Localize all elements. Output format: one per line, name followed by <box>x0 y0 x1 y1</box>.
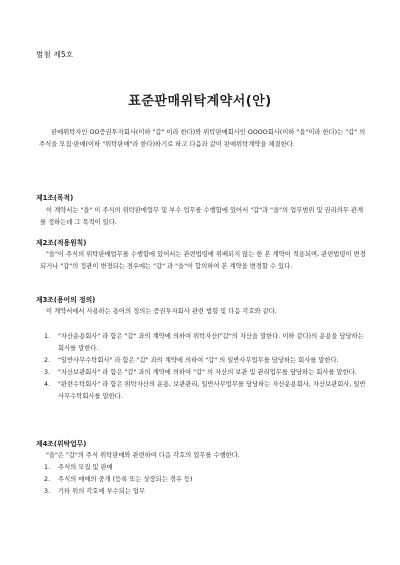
article-2-body: "을"이 주식의 위탁판매업무를 수행함에 있어서는 관련법령에 위배되지 않는 한 본 계약이 적용되며, 관련법령이 변경되거나 "갑"의 정관이 변경되는 경우에는 "갑" 과 "을"이 합의하여 본 계약을 변경할 수 있다. <box>40 251 366 270</box>
item-text: 주식의 매매의 중개 (등록 또는 상장되는 경우 등) <box>58 476 193 483</box>
annex-label: 별첨 제5호 <box>36 50 74 59</box>
item-text: 기타 위의 각호에 부수되는 업무 <box>58 488 146 495</box>
article-3-items <box>40 331 370 403</box>
item-number: 2. <box>44 357 51 364</box>
article-4-body: "을"은 "갑"의 주식 위탁판매와 관련하여 다음 각호의 업무를 수행한다. <box>46 452 240 459</box>
definition-item <box>40 331 370 355</box>
document-title: 표준판매위탁계약서(안) <box>128 94 272 109</box>
article-3-title: 제3조(용어의 정의) <box>36 296 96 304</box>
article-4-title: 제4조(위탁업무) <box>36 440 87 448</box>
article-1-body: 이 계약서는 "을" 이 주식의 위탁판매업무 및 부수 업무를 수행함에 있어서 "갑"과 "을"의 업무범위 및 권리의무 관계를 정하는데 그 목적이 있다. <box>40 207 364 226</box>
item-text: 주식의 모집 및 판매 <box>58 464 113 471</box>
article-3-body: 이 계약서에서 사용하는 용어의 정의는 증권투자회사 관련 법령 및 다음 각호와 같다. <box>46 308 277 315</box>
item-number: 2. <box>44 476 51 483</box>
article-1-title: 제1조(목적) <box>36 194 74 202</box>
article-2-title: 제2조(적용원칙) <box>36 239 87 247</box>
item-number: 1. <box>44 464 51 471</box>
duty-item <box>40 486 370 498</box>
duty-item <box>40 474 370 486</box>
definition-item <box>40 367 370 379</box>
item-number: 1. <box>44 333 51 340</box>
definition-item <box>40 355 370 367</box>
item-number: 3. <box>44 369 51 376</box>
duty-item <box>40 462 370 474</box>
item-number: 4. <box>44 381 51 388</box>
item-text: "일반사무수탁회사" 라 함은 "갑" 과의 계약에 의하여 "갑" 의 일반사무업무를 담당하는 회사를 말한다. <box>58 357 339 364</box>
item-text: "관련수탁회사" 라 함은 위탁자산의 운용, 보관관리, 일반사무업무를 담당하는 자산운용회사, 자산보관회사, 일반사무수탁회사를 말한다. <box>58 381 366 400</box>
item-text: "자산보관회사" 라 함은 "갑" 과의 계약에 의하여 "갑" 의 자산의 보관 및 관리업무를 담당하는 회사를 말한다. <box>58 369 357 376</box>
definition-item <box>40 379 370 403</box>
item-number: 3. <box>44 488 51 495</box>
item-text: "자산운용회사" 라 함은 "갑" 과의 계약에 의하여 위탁자산("갑"의 자산을 말한다. 이하 같다)의 운용을 담당하는 회사를 말한다. <box>58 333 364 352</box>
article-4-items <box>40 462 370 498</box>
intro-paragraph: 판매위탁자인 OO증권투자회사(이하 "갑" 이라 한다)와 위탁판매회사인 OOOO회사(이하 "을"이라 한다)는 "갑" 의 주식을 모집·판매(이하 "위탁판매"라 한다)하기로 하고 다음과 같이 판매위탁계약을 체결한다. <box>39 129 366 148</box>
